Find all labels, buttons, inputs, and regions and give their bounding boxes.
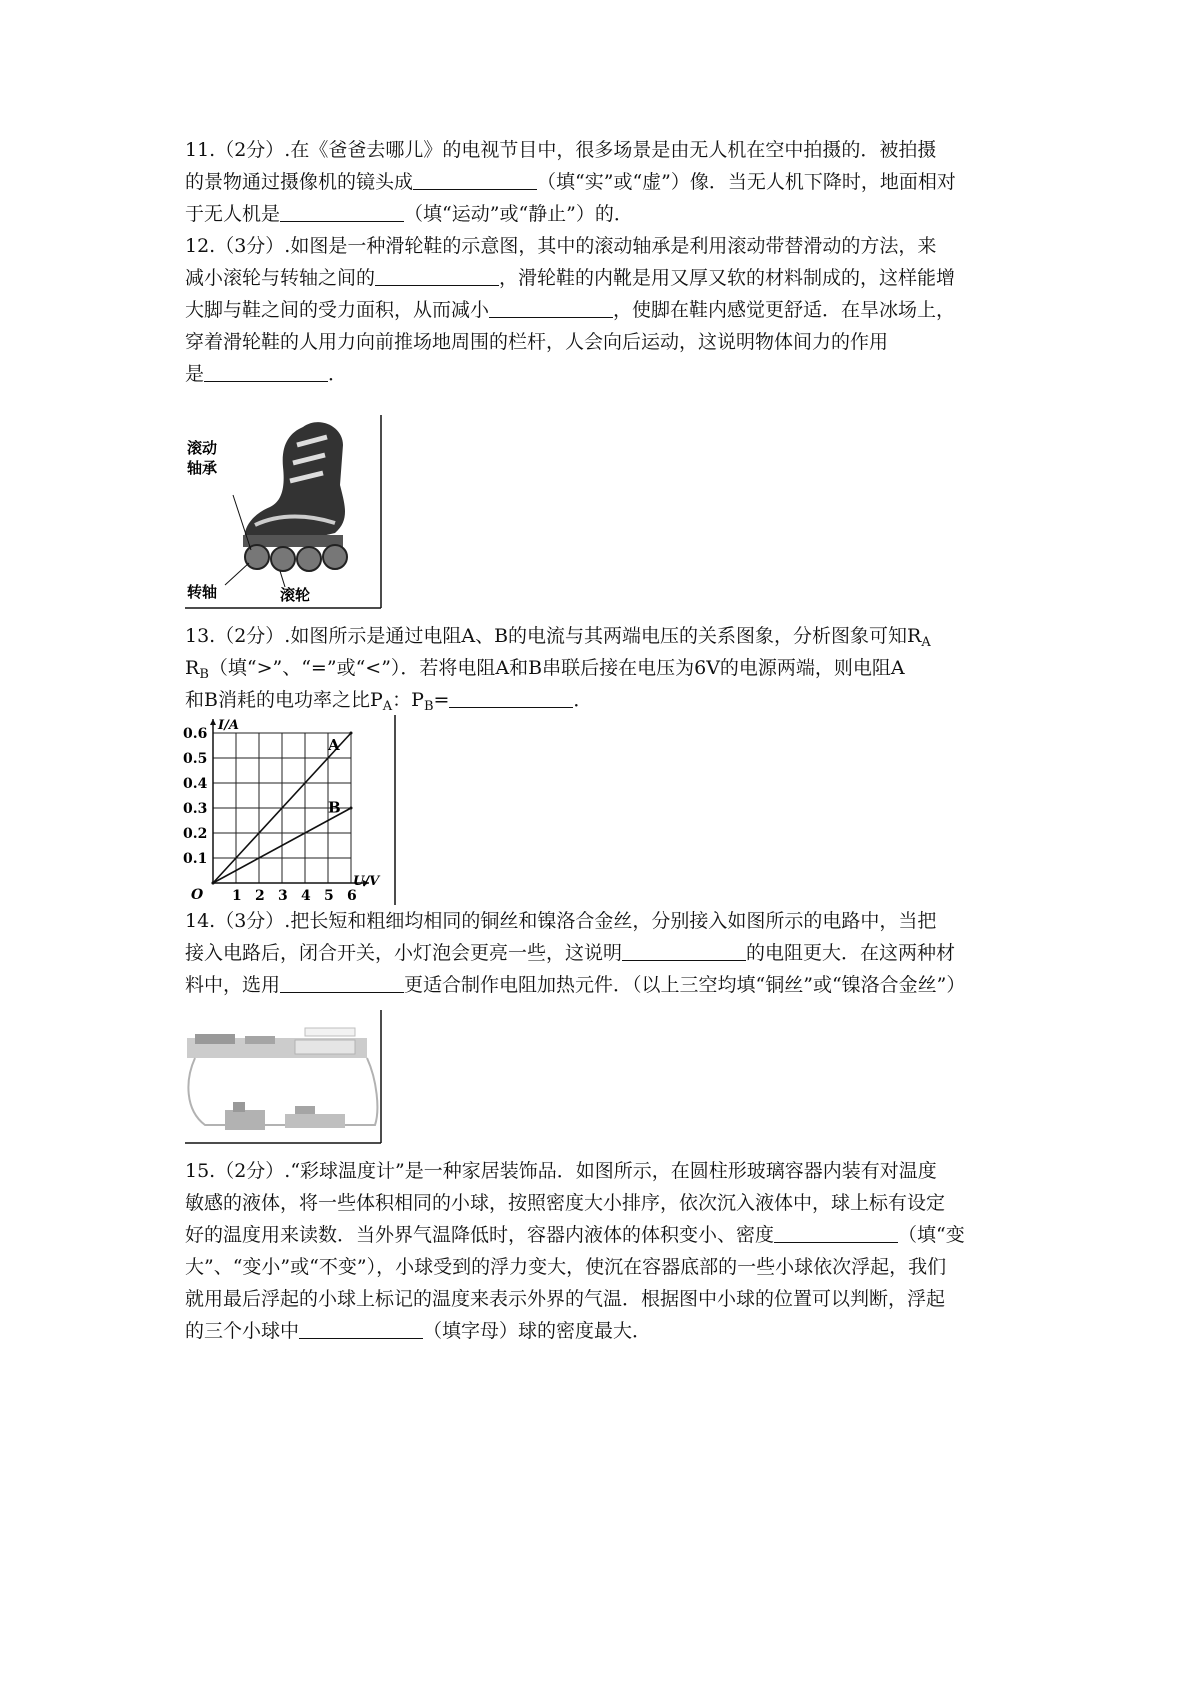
q13-line-2: $R_B$（填“>”、“=”或“<”）．若将电阻A和B串联后接在电压为6V的电源两端，则电阻A [185, 657, 905, 682]
label-bearing-1: 滚动 [187, 439, 218, 457]
q15-line-1: 15.（2分）.“彩球温度计”是一种家居装饰品．如图所示，在圆柱形玻璃容器内装有对温度 [185, 1160, 937, 1182]
question-14 [185, 905, 1025, 1001]
data-point [350, 807, 353, 810]
series-label-b: B [328, 798, 341, 817]
answer-blank[interactable] [280, 201, 404, 222]
x-tick-label: 4 [301, 888, 311, 904]
y-tick-label: 0.2 [183, 826, 208, 842]
y-tick-label: 0.4 [183, 776, 208, 792]
label-axle: 转轴 [187, 583, 218, 601]
y-tick-label: 0.3 [183, 801, 208, 817]
q12-line-5: 是 ． [185, 363, 348, 385]
origin-label: O [191, 887, 204, 903]
q11-line-2: 的景物通过摄像机的镜头成 （填“实”或“虚”）像．当无人机下降时，地面相对 [185, 171, 956, 193]
q12-line-3: 大脚与鞋之间的受力面积，从而减小 ，使脚在鞋内感觉更舒适．在旱冰场上， [185, 299, 956, 321]
q15-line-3: 好的温度用来读数．当外界气温降低时，容器内液体的体积变小、密度 （填“变 [185, 1224, 965, 1246]
q14-line-2: 接入电路后，闭合开关，小灯泡会更亮一些，这说明 的电阻更大．在这两种材 [185, 942, 956, 964]
q15-line-5: 就用最后浮起的小球上标记的温度来表示外界的气温．根据图中小球的位置可以判断，浮起 [185, 1288, 946, 1310]
x-tick-label: 5 [324, 888, 334, 904]
question-11 [185, 134, 1025, 230]
q13-line-3: 和B消耗的电功率之比$P_A$：$P_B=$ ． [185, 689, 593, 714]
q11-line-3: 于无人机是 （填“运动”或“静止”）的． [185, 203, 633, 225]
answer-blank[interactable] [280, 972, 404, 993]
label-bearing-2: 轴承 [187, 459, 218, 477]
q15-line-6: 的三个小球中 （填字母）球的密度最大． [185, 1320, 652, 1342]
answer-blank[interactable] [375, 265, 499, 286]
q12-line-1: 12.（3分）.如图是一种滑轮鞋的示意图，其中的滚动轴承是利用滚动带替滑动的方法，来 [185, 235, 937, 257]
answer-blank[interactable] [489, 297, 613, 318]
answer-blank[interactable] [299, 1318, 423, 1339]
q15-line-4: 大”、“变小”或“不变”），小球受到的浮力变大，使沉在容器底部的一些小球依次浮起，我们 [185, 1256, 947, 1278]
answer-blank[interactable] [449, 687, 573, 708]
series-label-a: A [328, 736, 340, 754]
data-point [350, 732, 353, 735]
x-axis-label: U/V [353, 874, 380, 889]
circuit-photo-illustration [187, 1028, 377, 1130]
y-tick-label: 0.1 [183, 851, 208, 867]
x-tick-label: 2 [255, 888, 265, 904]
q12-line-4: 穿着滑轮鞋的人用力向前推场地周围的栏杆，人会向后运动，这说明物体间力的作用 [185, 331, 889, 353]
x-tick-label: 1 [232, 888, 242, 904]
q13-line-1: 13.（2分）.如图所示是通过电阻A、B的电流与其两端电压的关系图象，分析图象可知$R_A$ [185, 625, 931, 650]
circuit-figure [185, 1010, 385, 1145]
x-tick-label: 3 [278, 888, 288, 904]
answer-blank[interactable] [413, 169, 537, 190]
y-axis-arrow [210, 719, 216, 725]
data-point [212, 882, 215, 885]
q12-line-2: 减小滚轮与转轴之间的 ，滑轮鞋的内靴是用又厚又软的材料制成的，这样能增 [185, 267, 956, 289]
label-wheel: 滚轮 [280, 586, 311, 604]
y-tick-label: 0.5 [183, 751, 208, 767]
q15-line-2: 敏感的液体，将一些体积相同的小球，按照密度大小排序，依次沉入液体中，球上标有设定 [185, 1192, 946, 1214]
question-12 [185, 230, 1025, 390]
answer-blank[interactable] [622, 940, 746, 961]
q14-line-1: 14.（3分）.把长短和粗细均相同的铜丝和镍洛合金丝，分别接入如图所示的电路中，当把 [185, 910, 937, 932]
roller-skate-figure [185, 415, 385, 610]
answer-blank[interactable] [774, 1222, 898, 1243]
q14-line-3: 料中，选用 更适合制作电阻加热元件．（以上三空均填“铜丝”或“镍洛合金丝”） [185, 974, 966, 996]
y-axis-label: I/A [218, 718, 239, 733]
iu-graph-figure [183, 715, 403, 905]
q11-line-1: 11.（2分）.在《爸爸去哪儿》的电视节目中，很多场景是由无人机在空中拍摄的．被拍摄 [185, 139, 937, 161]
answer-blank[interactable] [204, 361, 328, 382]
x-tick-label: 6 [347, 888, 357, 904]
question-13 [185, 620, 1025, 716]
skate-boot-illustration [225, 422, 347, 587]
y-tick-label: 0.6 [183, 726, 208, 742]
question-15 [185, 1155, 1025, 1347]
